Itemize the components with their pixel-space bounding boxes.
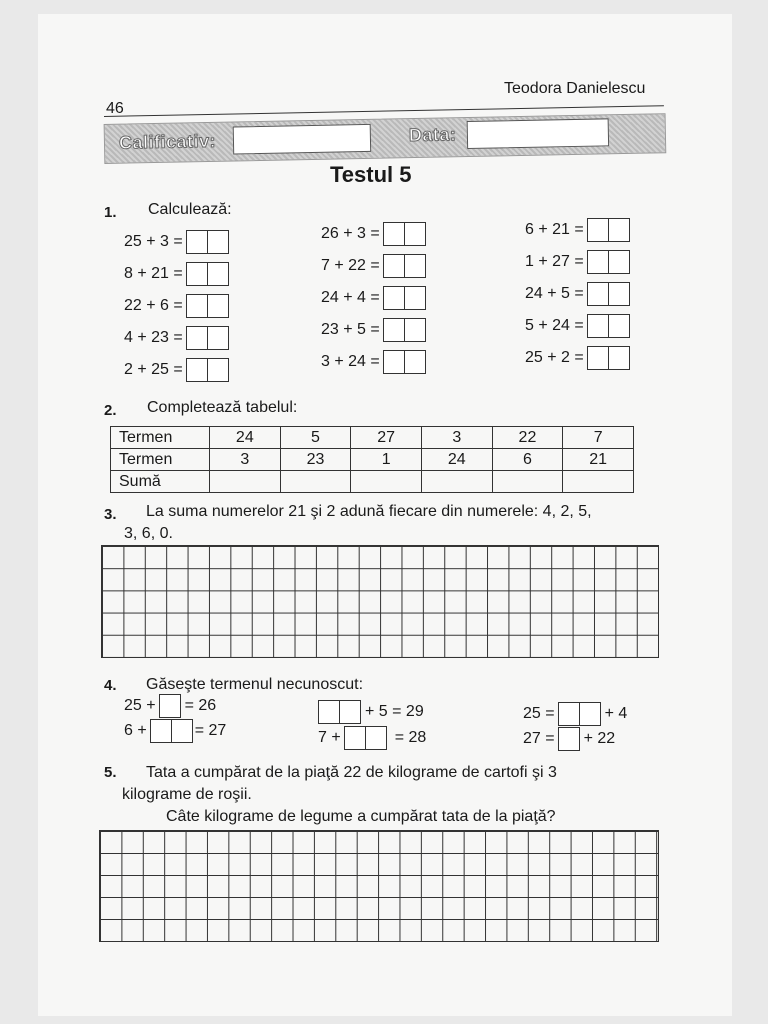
ex3-number: 3. (104, 506, 117, 523)
row-label: Sumă (111, 471, 210, 493)
table-cell: 24 (210, 427, 281, 449)
equation: + 5 = 29 (318, 700, 424, 724)
equation: 25 + 3 = (124, 226, 229, 258)
table-cell: 7 (563, 427, 634, 449)
ex1-number: 1. (104, 204, 117, 221)
answer-cell[interactable] (210, 471, 281, 493)
ex1-instruction: Calculează: (148, 201, 232, 218)
ex2-instruction: Completează tabelul: (147, 399, 298, 416)
ex5-text-line1: Tata a cumpărat de la piaţă 22 de kilograme de cartofi şi 3 (146, 764, 557, 781)
answer-boxes[interactable] (587, 282, 630, 306)
ex5-answer-grid[interactable] (99, 830, 659, 942)
table-cell: 23 (280, 449, 351, 471)
equation: 3 + 24 = (321, 346, 426, 378)
table-cell: 5 (280, 427, 351, 449)
answer-boxes[interactable] (558, 702, 601, 726)
equation: 5 + 24 = (525, 310, 630, 342)
answer-boxes[interactable] (186, 358, 229, 382)
table-cell: 1 (351, 449, 422, 471)
equation: 24 + 4 = (321, 282, 426, 314)
table-cell: 27 (351, 427, 422, 449)
equation: 2 + 25 = (124, 354, 229, 386)
table-row (111, 427, 634, 449)
equation: 6 + 21 = (525, 214, 630, 246)
answer-boxes[interactable] (186, 294, 229, 318)
equation: 25 + = 26 (124, 694, 216, 718)
table-row (111, 471, 634, 493)
ex1-column-3 (525, 214, 630, 374)
equation: 26 + 3 = (321, 218, 426, 250)
equation: 27 = + 22 (523, 727, 615, 751)
equation: 25 = + 4 (523, 702, 627, 726)
table-cell: 3 (421, 427, 492, 449)
answer-boxes[interactable] (587, 346, 630, 370)
date-field[interactable] (467, 118, 610, 149)
row-label: Termen (111, 427, 210, 449)
equation: 8 + 21 = (124, 258, 229, 290)
answer-boxes[interactable] (587, 218, 630, 242)
equation: 4 + 23 = (124, 322, 229, 354)
answer-boxes[interactable] (150, 719, 193, 743)
addition-table (110, 426, 634, 493)
equation: 23 + 5 = (321, 314, 426, 346)
equation: 25 + 2 = (525, 342, 630, 374)
answer-cell[interactable] (492, 471, 563, 493)
ex3-text-line2: 3, 6, 0. (124, 525, 173, 542)
answer-boxes[interactable] (383, 318, 426, 342)
ex1-column-2 (321, 218, 426, 378)
row-label: Termen (111, 449, 210, 471)
grade-field[interactable] (233, 124, 372, 155)
equation: 7 + 22 = (321, 250, 426, 282)
equation: 7 + = 28 (318, 726, 426, 750)
ex3-text-line1: La suma numerelor 21 şi 2 adună fiecare din numerele: 4, 2, 5, (146, 503, 592, 520)
ex4-number: 4. (104, 677, 117, 694)
equation: 24 + 5 = (525, 278, 630, 310)
answer-boxes[interactable] (558, 727, 580, 751)
answer-boxes[interactable] (344, 726, 387, 750)
date-label: Data: (408, 124, 457, 146)
ex5-question: Câte kilograme de legume a cumpărat tata de la piaţă? (166, 808, 556, 825)
answer-boxes[interactable] (383, 222, 426, 246)
table-cell: 6 (492, 449, 563, 471)
answer-boxes[interactable] (159, 694, 181, 718)
equation: 6 + = 27 (124, 719, 226, 743)
page-number: 46 (106, 100, 124, 117)
ex5-text-line2: kilograme de roşii. (122, 786, 252, 803)
table-cell: 3 (210, 449, 281, 471)
answer-boxes[interactable] (587, 314, 630, 338)
answer-cell[interactable] (351, 471, 422, 493)
equation: 1 + 27 = (525, 246, 630, 278)
answer-cell[interactable] (280, 471, 351, 493)
ex5-number: 5. (104, 764, 117, 781)
answer-boxes[interactable] (318, 700, 361, 724)
test-title: Testul 5 (330, 162, 412, 187)
ex2-number: 2. (104, 402, 117, 419)
grade-label: Calificativ: (118, 130, 217, 153)
answer-boxes[interactable] (186, 262, 229, 286)
author-name: Teodora Danielescu (504, 80, 646, 97)
answer-boxes[interactable] (383, 350, 426, 374)
ex1-column-1 (124, 226, 229, 386)
answer-boxes[interactable] (587, 250, 630, 274)
answer-cell[interactable] (563, 471, 634, 493)
answer-boxes[interactable] (186, 326, 229, 350)
ex4-instruction: Găseşte termenul necunoscut: (146, 676, 364, 693)
table-row (111, 449, 634, 471)
equation: 22 + 6 = (124, 290, 229, 322)
table-cell: 22 (492, 427, 563, 449)
answer-boxes[interactable] (186, 230, 229, 254)
answer-boxes[interactable] (383, 254, 426, 278)
table-cell: 21 (563, 449, 634, 471)
answer-cell[interactable] (421, 471, 492, 493)
table-cell: 24 (421, 449, 492, 471)
ex3-answer-grid[interactable] (101, 545, 659, 658)
answer-boxes[interactable] (383, 286, 426, 310)
